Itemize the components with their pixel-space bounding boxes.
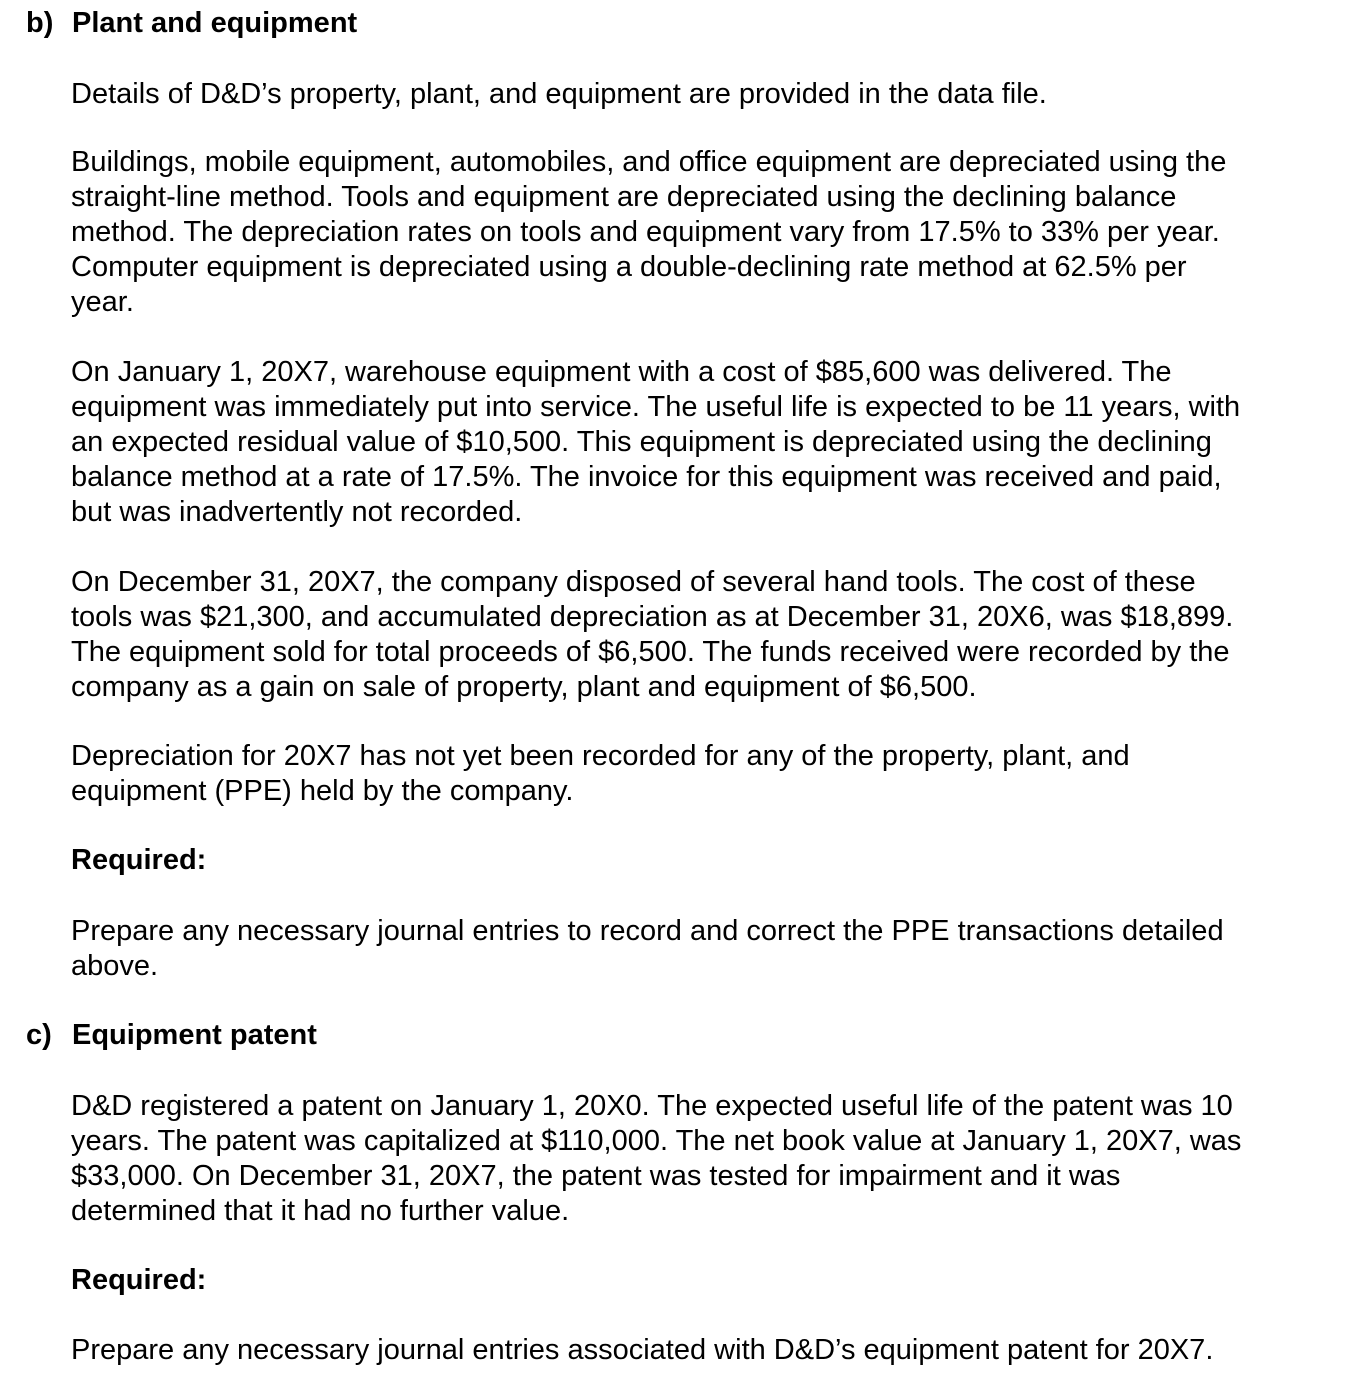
- text-line: years. The patent was capitalized at $110,000. The net book value at January 1, 20X7, was: [71, 1125, 1242, 1157]
- section-b-paragraph-3: [71, 355, 1331, 530]
- text-line: Details of D&D’s property, plant, and equipment are provided in the data file.: [71, 78, 1047, 110]
- section-b-required-label: Required:: [71, 844, 207, 876]
- section-b-paragraph-1: [71, 77, 1331, 112]
- section-c-paragraph-1: [71, 1089, 1331, 1229]
- text-line: determined that it had no further value.: [71, 1195, 570, 1227]
- section-c-marker: c): [26, 1019, 52, 1051]
- text-line: year.: [71, 286, 134, 318]
- text-line: Computer equipment is depreciated using a double-declining rate method at 62.5% per: [71, 251, 1187, 283]
- section-b-paragraph-5: [71, 739, 1331, 809]
- section-b-heading: [26, 6, 357, 41]
- text-line: On January 1, 20X7, warehouse equipment with a cost of $85,600 was delivered. The: [71, 356, 1172, 388]
- text-line: method. The depreciation rates on tools and equipment vary from 17.5% to 33% per year.: [71, 216, 1220, 248]
- section-c-title: Equipment patent: [72, 1019, 317, 1051]
- text-line: $33,000. On December 31, 20X7, the patent was tested for impairment and it was: [71, 1160, 1121, 1192]
- section-c-required-label: Required:: [71, 1264, 207, 1296]
- text-line: company as a gain on sale of property, plant and equipment of $6,500.: [71, 671, 977, 703]
- text-line: Depreciation for 20X7 has not yet been recorded for any of the property, plant, and: [71, 740, 1130, 772]
- text-line: D&D registered a patent on January 1, 20X0. The expected useful life of the patent was 10: [71, 1090, 1233, 1122]
- text-line: Buildings, mobile equipment, automobiles, and office equipment are depreciated using the: [71, 146, 1227, 178]
- section-c-heading: [26, 1018, 317, 1053]
- text-line: straight-line method. Tools and equipment are depreciated using the declining balance: [71, 181, 1177, 213]
- section-b-required-text: [71, 914, 1331, 984]
- section-b-paragraph-2: [71, 145, 1331, 320]
- text-line: equipment was immediately put into service. The useful life is expected to be 11 years, with: [71, 391, 1241, 423]
- text-line: tools was $21,300, and accumulated depreciation as at December 31, 20X6, was $18,899.: [71, 601, 1234, 633]
- text-line: On December 31, 20X7, the company disposed of several hand tools. The cost of these: [71, 566, 1196, 598]
- text-line: an expected residual value of $10,500. This equipment is depreciated using the declining: [71, 426, 1212, 458]
- text-line: The equipment sold for total proceeds of $6,500. The funds received were recorded by the: [71, 636, 1230, 668]
- section-b-paragraph-4: [71, 565, 1331, 705]
- section-b-marker: b): [26, 7, 54, 39]
- text-line: balance method at a rate of 17.5%. The invoice for this equipment was received and paid,: [71, 461, 1222, 493]
- text-line: Prepare any necessary journal entries to record and correct the PPE transactions detailed: [71, 915, 1224, 947]
- text-line: but was inadvertently not recorded.: [71, 496, 523, 528]
- section-b-title: Plant and equipment: [72, 7, 358, 39]
- text-line: Prepare any necessary journal entries associated with D&D’s equipment patent for 20X7.: [71, 1334, 1214, 1366]
- text-line: equipment (PPE) held by the company.: [71, 775, 574, 807]
- section-c-required-text: [71, 1333, 1331, 1368]
- text-line: above.: [71, 950, 159, 982]
